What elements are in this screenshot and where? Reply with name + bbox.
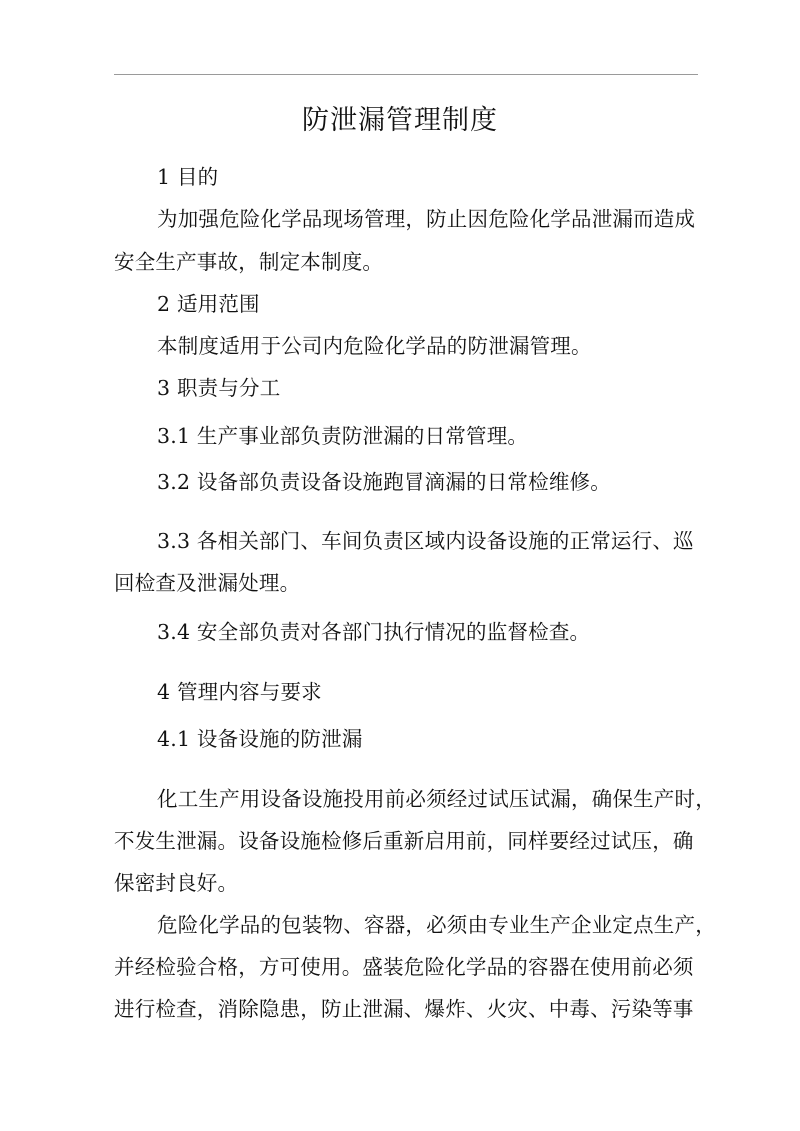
section-2-heading: 2 适用范围 <box>157 292 260 316</box>
paragraph-line: 保密封良好。 <box>114 871 239 895</box>
clause-4-1: 4.1 设备设施的防泄漏 <box>157 727 363 751</box>
clause-3-1: 3.1 生产事业部负责防泄漏的日常管理。 <box>157 424 529 448</box>
section-1-heading: 1 目的 <box>157 165 219 189</box>
paragraph-line: 进行检查，消除隐患，防止泄漏、爆炸、火灾、中毒、污染等事 <box>114 997 694 1021</box>
clause-3-2: 3.2 设备部负责设备设施跑冒滴漏的日常检维修。 <box>157 470 611 494</box>
paragraph-line: 危险化学品的包装物、容器，必须由专业生产企业定点生产， <box>157 913 716 937</box>
paragraph-line: 本制度适用于公司内危险化学品的防泄漏管理。 <box>157 334 592 358</box>
document-title: 防泄漏管理制度 <box>302 105 498 136</box>
header-rule <box>114 74 698 75</box>
paragraph-line: 安全生产事故，制定本制度。 <box>114 250 384 274</box>
clause-3-3: 3.3 各相关部门、车间负责区域内设备设施的正常运行、巡 <box>157 529 694 553</box>
paragraph-line: 不发生泄漏。设备设施检修后重新启用前，同样要经过试压，确 <box>114 829 694 853</box>
paragraph-line: 化工生产用设备设施投用前必须经过试压试漏，确保生产时， <box>157 787 716 811</box>
paragraph-line: 并经检验合格，方可使用。盛装危险化学品的容器在使用前必须 <box>114 955 694 979</box>
paragraph-line: 为加强危险化学品现场管理，防止因危险化学品泄漏而造成 <box>157 207 696 231</box>
section-4-heading: 4 管理内容与要求 <box>157 680 322 704</box>
section-3-heading: 3 职责与分工 <box>157 376 281 400</box>
clause-3-4: 3.4 安全部负责对各部门执行情况的监督检查。 <box>157 620 591 644</box>
paragraph-line: 回检查及泄漏处理。 <box>114 571 301 595</box>
